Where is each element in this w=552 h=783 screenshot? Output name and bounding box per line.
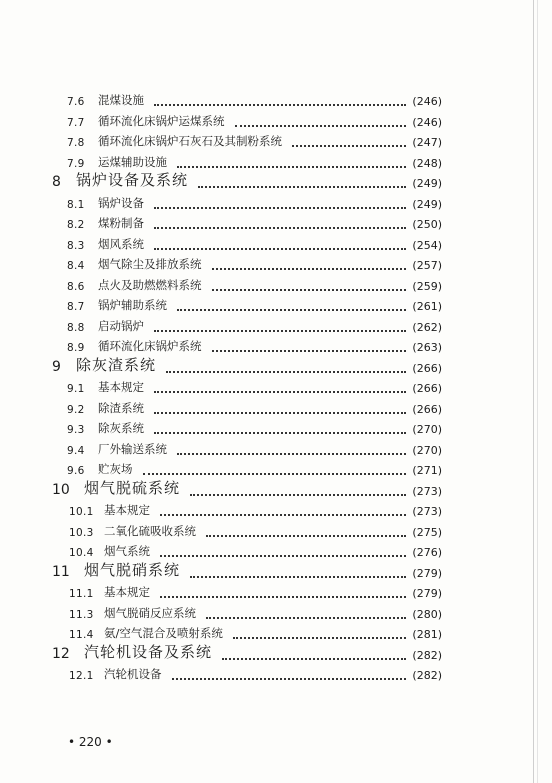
toc-entry-number: 10 (52, 481, 70, 498)
toc-entry-page: (262) (412, 320, 442, 334)
toc-leader-dots (154, 428, 406, 434)
toc-entry-number: 8.8 (67, 321, 85, 334)
toc-entry-number: 12.1 (69, 670, 94, 682)
toc-section-entry[interactable] (0, 377, 552, 397)
toc-entry-title: 煤粉制备 (98, 216, 144, 230)
toc-entry-page: (271) (412, 464, 442, 477)
toc-entry-number: 8 (52, 174, 61, 190)
toc-chapter-entry[interactable] (0, 480, 552, 500)
toc-entry-page: (282) (412, 669, 442, 682)
toc-leader-dots (177, 305, 406, 311)
toc-entry-page: (246) (412, 95, 442, 108)
toc-section-entry[interactable] (0, 90, 552, 110)
toc-entry-page: (280) (412, 607, 442, 621)
toc-leader-dots (190, 572, 406, 578)
toc-section-entry[interactable] (0, 254, 552, 274)
toc-entry-page: (266) (412, 361, 442, 375)
toc-entry-number: 7.9 (67, 157, 85, 170)
toc-entry-title: 循环流化床锅炉石灰石及其制粉系统 (98, 134, 282, 148)
toc-leader-dots (212, 285, 406, 291)
toc-entry-page: (266) (412, 402, 442, 416)
toc-entry-page: (266) (412, 382, 442, 395)
toc-leader-dots (206, 531, 406, 537)
toc-entry-page: (249) (412, 177, 442, 190)
toc-entry-title: 汽轮机设备及系统 (84, 642, 213, 661)
toc-entry-title: 厂外输送系统 (98, 441, 167, 456)
toc-entry-title: 基本规定 (104, 503, 150, 517)
toc-leader-dots (160, 510, 406, 516)
toc-leader-dots (154, 223, 406, 229)
toc-entry-number: 8.9 (67, 342, 85, 354)
toc-entry-number: 8.4 (67, 260, 85, 272)
toc-entry-page: (279) (412, 587, 442, 600)
toc-leader-dots (154, 326, 406, 332)
toc-entry-title: 基本规定 (98, 380, 144, 394)
toc-entry-title: 基本规定 (104, 585, 150, 599)
toc-entry-number: 9 (52, 358, 61, 375)
toc-entry-page: (249) (412, 197, 442, 211)
toc-entry-title: 混煤设施 (98, 93, 144, 107)
toc-entry-title: 烟气脱硝系统 (84, 560, 181, 579)
toc-leader-dots (177, 449, 406, 455)
toc-entry-number: 8.7 (67, 301, 85, 313)
toc-section-entry[interactable] (0, 500, 552, 520)
toc-entry-title: 氨/空气混合及喷射系统 (104, 626, 223, 640)
toc-entry-title: 除渣系统 (98, 400, 144, 415)
toc-entry-page: (248) (412, 156, 442, 170)
toc-leader-dots (212, 346, 406, 352)
toc-entry-page: (246) (412, 115, 442, 129)
toc-entry-title: 启动锅炉 (98, 318, 144, 333)
toc-entry-page: (270) (412, 443, 442, 457)
toc-entry-page: (261) (412, 300, 442, 313)
toc-entry-number: 8.2 (67, 219, 85, 231)
toc-section-entry[interactable] (0, 275, 552, 295)
toc-chapter-entry[interactable] (0, 644, 552, 664)
toc-section-entry[interactable] (0, 664, 552, 684)
toc-leader-dots (206, 613, 406, 619)
toc-entry-number: 12 (52, 645, 70, 662)
toc-entry-number: 7.6 (67, 96, 85, 108)
toc-entry-number: 7.7 (67, 116, 85, 129)
toc-entry-title: 循环流化床锅炉运煤系统 (98, 113, 225, 128)
toc-entry-number: 10.4 (69, 547, 94, 559)
toc-entry-title: 循环流化床锅炉系统 (98, 339, 202, 353)
toc-entry-number: 11.4 (69, 629, 94, 641)
toc-entry-number: 9.6 (67, 465, 85, 477)
toc-entry-title: 烟气脱硫系统 (84, 478, 181, 497)
toc-leader-dots (154, 244, 406, 250)
toc-leader-dots (166, 367, 406, 373)
toc-entry-page: (273) (412, 505, 442, 518)
toc-entry-title: 除灰系统 (98, 421, 144, 435)
toc-section-entry[interactable] (0, 131, 552, 151)
toc-section-entry[interactable] (0, 418, 552, 438)
toc-entry-page: (263) (412, 341, 442, 354)
toc-entry-title: 烟气系统 (104, 544, 150, 558)
toc-entry-title: 烟风系统 (98, 236, 144, 251)
toc-leader-dots (198, 182, 406, 188)
toc-leader-dots (143, 469, 406, 475)
toc-leader-dots (177, 162, 406, 168)
toc-entry-number: 9.2 (67, 403, 85, 416)
toc-entry-number: 9.1 (67, 383, 85, 395)
toc-entry-title: 锅炉辅助系统 (98, 298, 167, 312)
toc-section-entry[interactable] (0, 234, 552, 254)
toc-entry-title: 运煤辅助设施 (98, 154, 167, 169)
toc-chapter-entry[interactable] (0, 357, 552, 377)
toc-leader-dots (154, 387, 406, 393)
toc-section-entry[interactable] (0, 111, 552, 131)
toc-leader-dots (154, 203, 406, 209)
toc-leader-dots (292, 141, 406, 147)
toc-section-entry[interactable] (0, 459, 552, 479)
toc-section-entry[interactable] (0, 521, 552, 541)
toc-entry-number: 10.1 (69, 506, 94, 518)
toc-leader-dots (222, 654, 406, 660)
toc-entry-page: (275) (412, 525, 442, 539)
toc-section-entry[interactable] (0, 623, 552, 643)
toc-entry-page: (257) (412, 259, 442, 272)
toc-section-entry[interactable] (0, 603, 552, 623)
toc-entry-page: (276) (412, 546, 442, 559)
toc-section-entry[interactable] (0, 398, 552, 418)
toc-leader-dots (233, 633, 406, 639)
toc-leader-dots (190, 490, 406, 496)
toc-entry-page: (254) (412, 238, 442, 252)
toc-entry-title: 烟气除尘及排放系统 (98, 257, 202, 271)
toc-chapter-entry[interactable] (0, 172, 552, 192)
toc-entry-number: 11 (52, 563, 70, 580)
toc-entry-title: 二氧化硫吸收系统 (104, 523, 196, 538)
toc-entry-title: 锅炉设备 (98, 195, 144, 210)
toc-chapter-entry[interactable] (0, 562, 552, 582)
toc-entry-page: (281) (412, 628, 442, 641)
toc-entry-page: (279) (412, 566, 442, 580)
toc-entry-page: (282) (412, 648, 442, 662)
toc-entry-title: 汽轮机设备 (104, 667, 162, 681)
toc-entry-number: 11.3 (69, 608, 94, 621)
toc-entry-number: 11.1 (69, 588, 94, 600)
toc-leader-dots (212, 264, 406, 270)
toc-entry-page: (270) (412, 423, 442, 436)
toc-entry-page: (259) (412, 279, 442, 293)
toc-entry-title: 除灰渣系统 (76, 355, 157, 374)
toc-entry-number: 9.4 (67, 444, 85, 457)
toc-section-entry[interactable] (0, 213, 552, 233)
toc-leader-dots (160, 551, 406, 557)
toc-entry-title: 点火及助燃燃料系统 (98, 277, 202, 292)
toc-entry-title: 锅炉设备及系统 (76, 171, 189, 189)
toc-entry-title: 烟气脱硝反应系统 (104, 605, 196, 620)
toc-entry-title: 贮灰场 (98, 462, 133, 476)
toc-entry-number: 10.3 (69, 526, 94, 539)
toc-leader-dots (235, 121, 406, 127)
toc-section-entry[interactable] (0, 582, 552, 602)
toc-section-entry[interactable] (0, 193, 552, 213)
page-number: • 220 • (68, 735, 113, 749)
toc-section-entry[interactable] (0, 316, 552, 336)
toc-section-entry[interactable] (0, 295, 552, 315)
toc-entry-number: 8.3 (67, 239, 85, 252)
toc-entry-number: 8.6 (67, 280, 85, 293)
toc-entry-page: (273) (412, 484, 442, 498)
toc-entry-page: (247) (412, 136, 442, 149)
toc-leader-dots (154, 408, 406, 414)
toc-leader-dots (160, 592, 406, 598)
toc-entry-number: 9.3 (67, 424, 85, 436)
toc-entry-number: 8.1 (67, 198, 85, 211)
toc-section-entry[interactable] (0, 541, 552, 561)
toc-entry-number: 7.8 (67, 137, 85, 149)
toc-section-entry[interactable] (0, 439, 552, 459)
toc-leader-dots (172, 674, 406, 680)
toc-entry-page: (250) (412, 218, 442, 231)
toc-leader-dots (154, 100, 406, 106)
